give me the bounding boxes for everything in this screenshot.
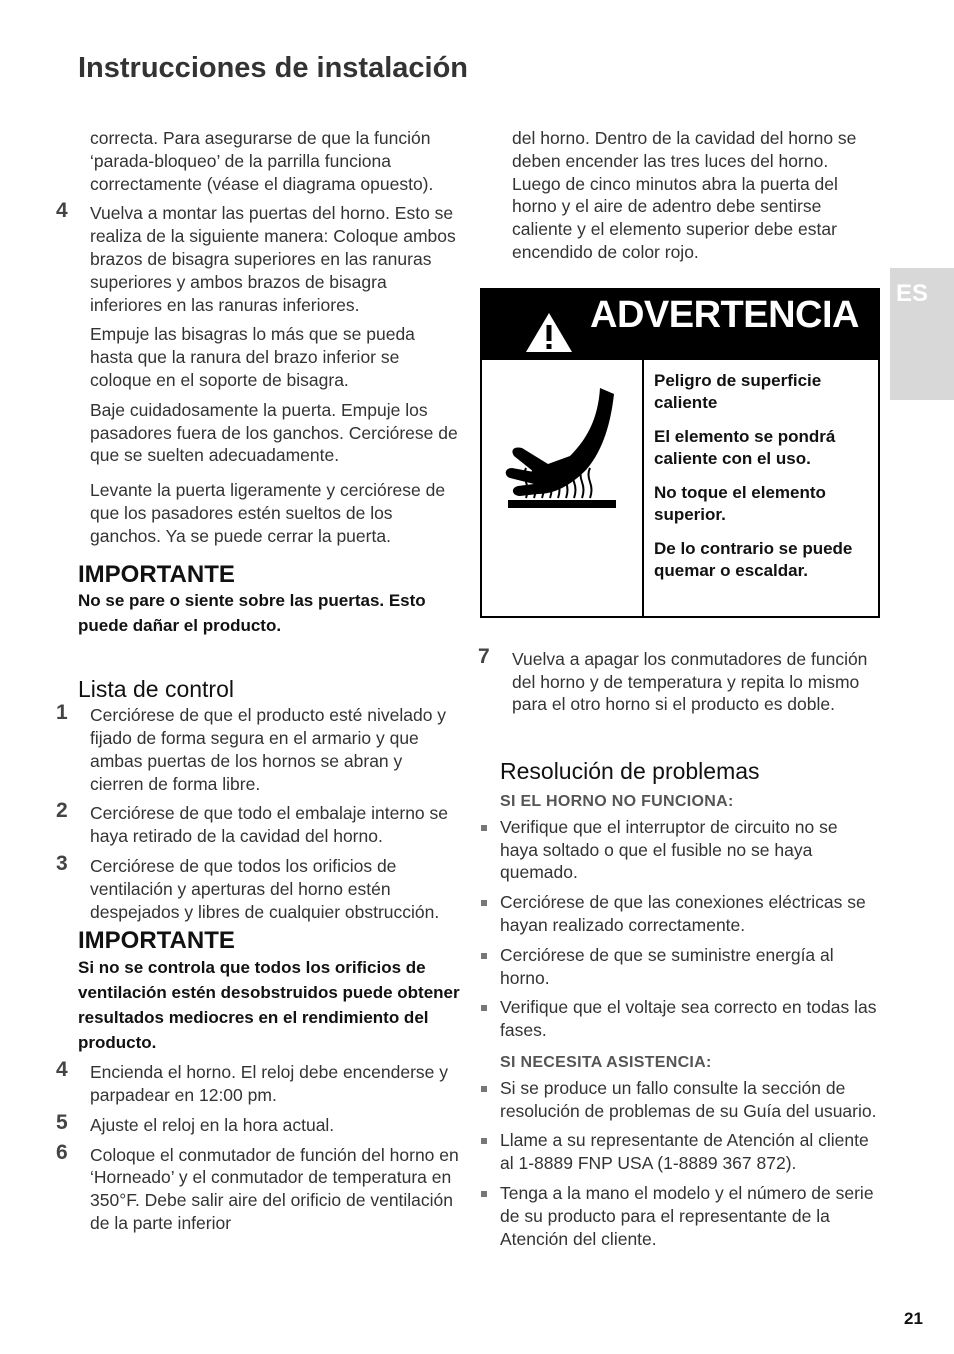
step-number: 1 bbox=[56, 701, 68, 725]
step-text: Encienda el horno. El reloj debe encenderse y parpadear en 12:00 pm. bbox=[90, 1062, 449, 1105]
important-heading: IMPORTANTE bbox=[78, 927, 235, 955]
intro-paragraph: correcta. Para asegurarse de que la función ‘parada-bloqueo’ de la parrilla funciona correctamente (véase el diagrama opuesto). bbox=[90, 128, 434, 194]
step-item bbox=[478, 644, 880, 716]
bullet-item: Verifique que el interruptor de circuito no se haya soltado o que el fusible no se haya quemado. bbox=[478, 816, 880, 884]
paragraph: Baje cuidadosamente la puerta. Empuje los pasadores fuera de los ganchos. Cerciórese de que se suelten adecuadamente. bbox=[90, 399, 458, 466]
step-number: 5 bbox=[56, 1110, 68, 1134]
bullet-item: Verifique que el voltaje sea correcto en todas las fases. bbox=[478, 996, 880, 1042]
language-tab-label: ES bbox=[896, 280, 929, 307]
step-text: Coloque el conmutador de función del horno en ‘Horneado’ y el conmutador de temperatura en 350°F. Debe salir aire del orificio de ventilación de la parte inferior bbox=[90, 1144, 459, 1233]
important-text: Si no se controla que todos los orificios de ventilación estén desobstruidos puede obtener resultados mediocres en el rendimiento del producto. bbox=[78, 958, 460, 1053]
step-number: 4 bbox=[56, 199, 68, 223]
subheading: SI NECESITA ASISTENCIA: bbox=[500, 1053, 712, 1071]
bullet-item: Llame a su representante de Atención al cliente al 1-8889 FNP USA (1-8889 367 872). bbox=[478, 1129, 880, 1175]
subheading: SI EL HORNO NO FUNCIONA: bbox=[500, 792, 734, 810]
checklist-item bbox=[56, 701, 460, 795]
step-number: 2 bbox=[56, 799, 68, 823]
right-column bbox=[478, 127, 880, 1257]
troubleshooting-heading: Resolución de problemas bbox=[500, 758, 760, 785]
warning-line: Peligro de superficie caliente bbox=[654, 370, 822, 412]
checklist-item bbox=[56, 799, 460, 848]
paragraph: Empuje las bisagras lo más que se pueda hasta que la ranura del brazo inferior se coloque en el soporte de bisagra. bbox=[90, 324, 415, 390]
step-number: 4 bbox=[56, 1058, 68, 1082]
step-item bbox=[56, 1140, 460, 1235]
step-text: Cerciórese de que todos los orificios de ventilación y aperturas del horno estén despejados y libres de cualquier obstrucción. bbox=[90, 855, 440, 922]
warning-text bbox=[644, 360, 878, 616]
step-number: 6 bbox=[56, 1140, 68, 1164]
step-text: Cerciórese de que todo el embalaje interno se haya retirado de la cavidad del horno. bbox=[90, 803, 448, 847]
language-tab bbox=[890, 268, 954, 400]
checklist-item bbox=[56, 851, 460, 923]
warning-header bbox=[482, 290, 878, 360]
step-item bbox=[56, 1110, 460, 1137]
paragraph: Levante la puerta ligeramente y cerciórese de que los pasadores estén sueltos de los ganchos. Ya se puede cerrar la puerta. bbox=[90, 480, 446, 546]
bullet-item: Cerciórese de que las conexiones eléctricas se hayan realizado correctamente. bbox=[478, 891, 880, 937]
bullet-item: Cerciórese de que se suministre energía al horno. bbox=[478, 944, 880, 990]
warning-line: No toque el elemento superior. bbox=[654, 482, 826, 524]
step-text: Ajuste el reloj en la hora actual. bbox=[90, 1114, 335, 1135]
important-heading: IMPORTANTE bbox=[78, 560, 235, 588]
page-number: 21 bbox=[904, 1309, 923, 1328]
checklist-heading: Lista de control bbox=[78, 676, 234, 703]
step-text: Vuelva a apagar los conmutadores de función del horno y de temperatura y repita lo mismo para el otro horno si el producto es doble. bbox=[512, 648, 868, 715]
warning-title: ADVERTENCIA bbox=[590, 293, 859, 336]
warning-line: El elemento se pondrá caliente con el uso. bbox=[654, 426, 836, 468]
page-title: Instrucciones de instalación bbox=[78, 52, 468, 84]
step-text: Vuelva a montar las puertas del horno. Esto se realiza de la siguiente manera: Coloque ambos brazos de bisagra superiores en las ranuras superiores y ambos brazos de bisagra inferiores en las ranuras inferiores. bbox=[90, 203, 456, 315]
step-number: 3 bbox=[56, 851, 68, 875]
step-number: 7 bbox=[478, 644, 490, 668]
warning-triangle-icon bbox=[524, 310, 574, 354]
warning-box bbox=[480, 288, 880, 618]
important-text: No se pare o siente sobre las puertas. Esto puede dañar el producto. bbox=[78, 591, 426, 636]
warning-line: De lo contrario se puede quemar o escaldar. bbox=[654, 538, 853, 580]
step-item bbox=[56, 1058, 460, 1107]
continued-paragraph: del horno. Dentro de la cavidad del horno se deben encender las tres luces del horno. Luego de cinco minutos abra la puerta del horno y el aire de adentro debe sentirse caliente y el elemento superior debe estar encendido de color rojo. bbox=[512, 128, 857, 262]
bullet-item: Tenga a la mano el modelo y el número de serie de su producto para el representante de la Atención del cliente. bbox=[478, 1182, 880, 1250]
bullet-item: Si se produce un fallo consulte la sección de resolución de problemas de su Guía del usuario. bbox=[478, 1077, 880, 1123]
hot-surface-icon bbox=[482, 360, 644, 616]
left-column bbox=[56, 127, 460, 1242]
step-item bbox=[56, 199, 460, 316]
step-text: Cerciórese de que el producto esté nivelado y fijado de forma segura en el armario y que ambas puertas de los hornos se abran y cierren de forma libre. bbox=[90, 705, 447, 794]
